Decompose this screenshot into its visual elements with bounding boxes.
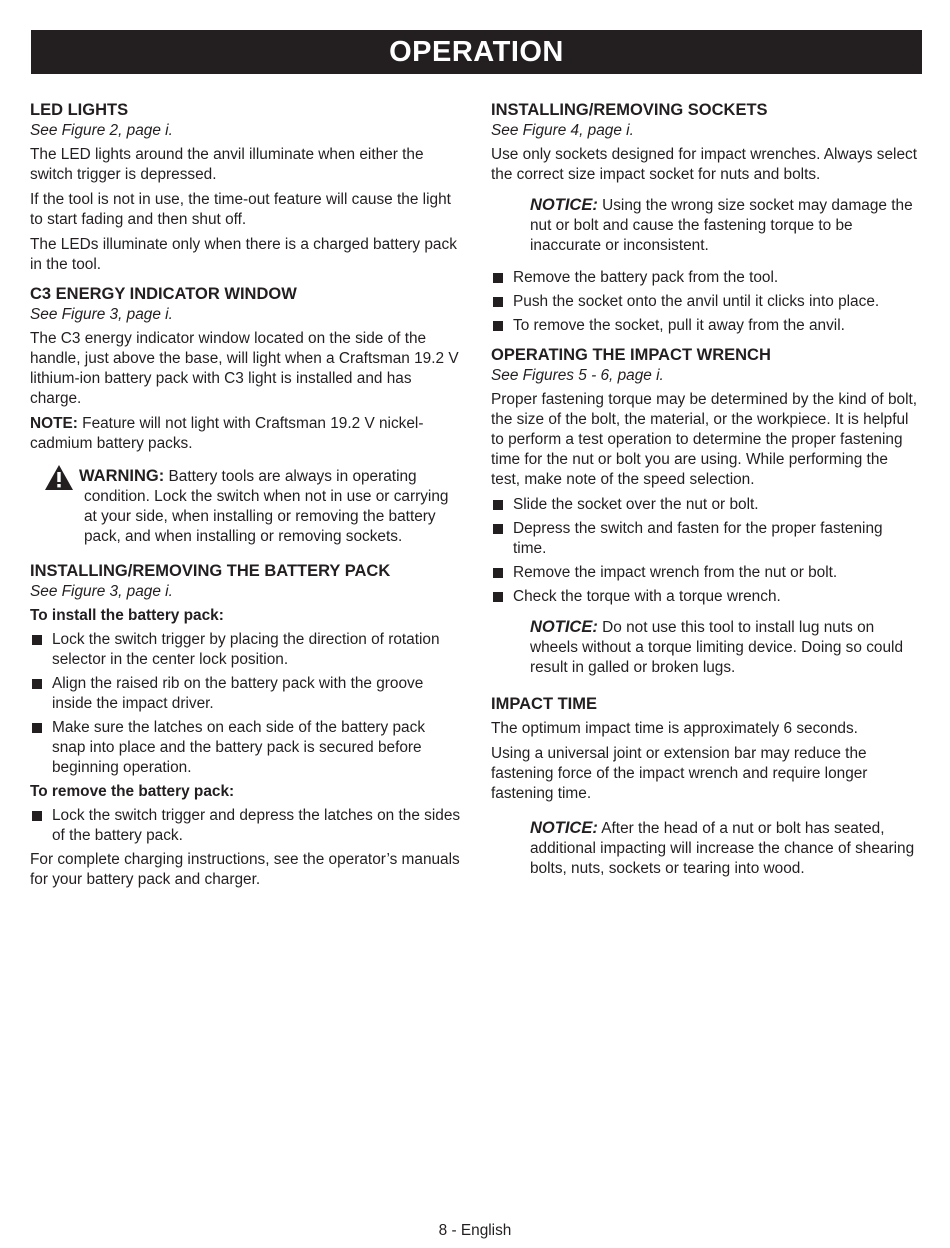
- paragraph: Use only sockets designed for impact wrenches. Always select the correct size impact socket for nuts and bolts.: [491, 146, 917, 183]
- page-footer: [0, 1222, 950, 1240]
- install-subheading: To install the battery pack:: [30, 607, 224, 624]
- bullet-square-icon: [493, 500, 503, 510]
- section-heading: INSTALLING/REMOVING THE BATTERY PACK: [30, 562, 391, 580]
- bullet-square-icon: [493, 568, 503, 578]
- list-item-text: To remove the socket, pull it away from the anvil.: [513, 317, 845, 334]
- sockets-steps-list: [491, 268, 919, 336]
- notice-label: NOTICE:: [530, 196, 598, 214]
- bullet-square-icon: [32, 723, 42, 733]
- paragraph: If the tool is not in use, the time-out feature will cause the light to start fading and then shut off.: [30, 191, 451, 228]
- page-number: 8 - English: [438, 1222, 512, 1239]
- right-column: [491, 100, 919, 891]
- list-item: [491, 587, 919, 607]
- led-lights-section: [30, 100, 462, 275]
- bullet-square-icon: [493, 273, 503, 283]
- bullet-square-icon: [32, 811, 42, 821]
- bullet-square-icon: [493, 321, 503, 331]
- impact-time-section: [491, 694, 919, 879]
- install-steps-list: [30, 630, 462, 778]
- section-heading: LED LIGHTS: [30, 101, 129, 119]
- list-item: [30, 718, 462, 778]
- paragraph: The LED lights around the anvil illuminate when either the switch trigger is depressed.: [30, 146, 424, 183]
- page-title: OPERATION: [389, 35, 564, 68]
- figure-reference: See Figure 4, page i.: [491, 122, 634, 139]
- list-item-text: Lock the switch trigger by placing the direction of rotation selector in the center lock position.: [52, 631, 440, 668]
- notice-text: Do not use this tool to install lug nuts on wheels without a torque limiting device. Doing so could result in galled or broken lugs.: [530, 619, 903, 676]
- bullet-square-icon: [493, 524, 503, 534]
- note-text: Feature will not light with Craftsman 19.2 V nickel-cadmium battery packs.: [30, 415, 424, 452]
- list-item-text: Lock the switch trigger and depress the latches on the sides of the battery pack.: [52, 807, 461, 844]
- figure-reference: See Figure 3, page i.: [30, 583, 173, 600]
- bullet-square-icon: [493, 592, 503, 602]
- paragraph: Using a universal joint or extension bar may reduce the fastening force of the impact wrench and require longer fastening time.: [491, 745, 868, 802]
- notice-text: Using the wrong size socket may damage the nut or bolt and cause the fastening torque to be inaccurate or inconsistent.: [530, 197, 913, 254]
- warning-block: [30, 466, 462, 547]
- section-heading: IMPACT TIME: [491, 695, 598, 713]
- warning-triangle-icon: [44, 464, 74, 491]
- notice-label: NOTICE:: [530, 819, 598, 837]
- list-item-text: Push the socket onto the anvil until it clicks into place.: [513, 293, 880, 310]
- list-item: [491, 292, 919, 312]
- list-item-text: Slide the socket over the nut or bolt.: [513, 496, 759, 513]
- bullet-square-icon: [32, 679, 42, 689]
- note-label: NOTE:: [30, 415, 78, 432]
- list-item-text: Remove the impact wrench from the nut or bolt.: [513, 564, 838, 581]
- list-item: [491, 495, 919, 515]
- notice-label: NOTICE:: [530, 618, 598, 636]
- section-heading: C3 ENERGY INDICATOR WINDOW: [30, 285, 297, 303]
- warning-label: WARNING:: [79, 467, 165, 485]
- list-item-text: Align the raised rib on the battery pack with the groove inside the impact driver.: [52, 675, 424, 712]
- bullet-square-icon: [493, 297, 503, 307]
- list-item: [491, 519, 919, 559]
- list-item: [491, 563, 919, 583]
- wrench-steps-list: [491, 495, 919, 607]
- c3-indicator-section: [30, 284, 462, 454]
- list-item: [491, 268, 919, 288]
- notice-block: [491, 617, 919, 678]
- sockets-section: [491, 100, 919, 336]
- list-item-text: Make sure the latches on each side of the battery pack snap into place and the battery pack is secured before beginning operation.: [52, 719, 426, 776]
- page-title-bar: [31, 30, 922, 74]
- remove-steps-list: [30, 806, 462, 846]
- warning-text: Battery tools are always in operating condition. Lock the switch when not in use or carrying at your side, when installing or removing the battery pack, and when installing or removing sockets.: [84, 468, 449, 545]
- figure-reference: See Figure 2, page i.: [30, 122, 173, 139]
- paragraph: For complete charging instructions, see the operator’s manuals for your battery pack and charger.: [30, 851, 460, 888]
- remove-subheading: To remove the battery pack:: [30, 783, 235, 800]
- list-item: [491, 316, 919, 336]
- list-item: [30, 806, 462, 846]
- impact-wrench-section: [491, 345, 919, 678]
- section-heading: INSTALLING/REMOVING SOCKETS: [491, 101, 768, 119]
- left-column: [30, 100, 462, 899]
- bullet-square-icon: [32, 635, 42, 645]
- figure-reference: See Figures 5 - 6, page i.: [491, 367, 664, 384]
- battery-pack-section: [30, 561, 462, 890]
- list-item: [30, 674, 462, 714]
- list-item: [30, 630, 462, 670]
- note-paragraph: [30, 414, 462, 454]
- paragraph: The optimum impact time is approximately 6 seconds.: [491, 720, 858, 737]
- paragraph: The C3 energy indicator window located on the side of the handle, just above the base, will light when a Craftsman 19.2 V lithium-ion battery pack with C3 light is installed and has charge.: [30, 330, 459, 407]
- list-item-text: Remove the battery pack from the tool.: [513, 269, 779, 286]
- notice-block: [491, 195, 919, 256]
- paragraph: The LEDs illuminate only when there is a charged battery pack in the tool.: [30, 236, 457, 273]
- figure-reference: See Figure 3, page i.: [30, 306, 173, 323]
- list-item-text: Check the torque with a torque wrench.: [513, 588, 781, 605]
- paragraph: Proper fastening torque may be determined by the kind of bolt, the size of the bolt, the material, or the workpiece. It is helpful to perform a test operation to determine the proper fastening time for the nut or bolt you are using. While performing the test, make note of the speed selection.: [491, 391, 918, 488]
- list-item-text: Depress the switch and fasten for the proper fastening time.: [513, 520, 883, 557]
- section-heading: OPERATING THE IMPACT WRENCH: [491, 346, 771, 364]
- notice-block: [491, 818, 919, 879]
- notice-text: After the head of a nut or bolt has seated, additional impacting will increase the chance of shearing bolts, nuts, sockets or tearing into wood.: [530, 820, 915, 877]
